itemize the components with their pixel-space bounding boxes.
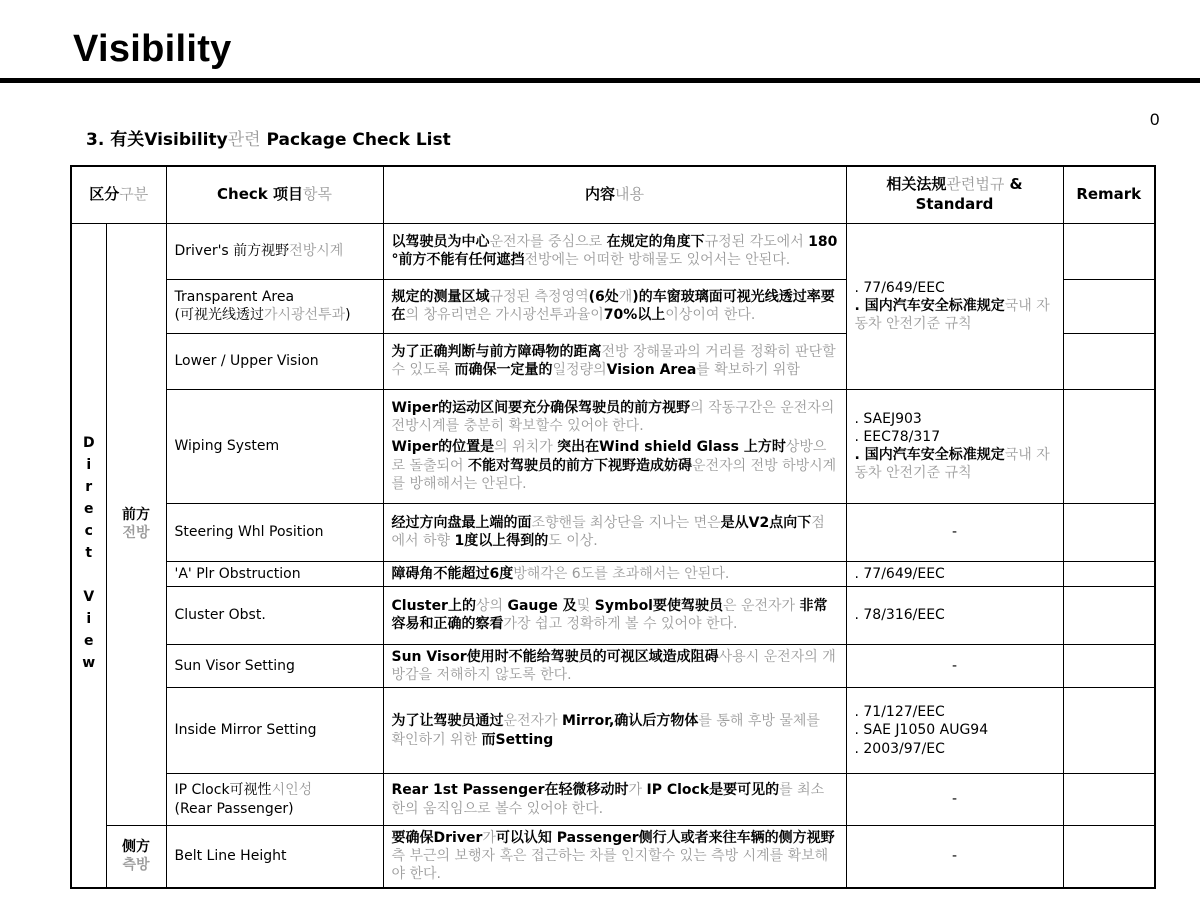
remark-cell <box>1063 586 1155 644</box>
subtitle-prefix: 3. 有关Visibility <box>86 130 228 150</box>
direct-view-letter: e <box>84 633 94 650</box>
content-korean-text: 전방 장해물과의 거리를 정확히 판단할 수 있도록 <box>391 343 836 378</box>
check-item: IP Clock可视性시인성 (Rear Passenger) <box>166 774 383 826</box>
content-chinese-text: 180 °前方不能有任何遮挡 <box>391 233 838 268</box>
content-chinese-text: Symbol要使驾驶员 <box>594 598 723 614</box>
content-chinese-text: 为了让驾驶员通过 <box>391 713 504 730</box>
content-korean-text: 운전자의 전방 하방시계를 방해해서는 안된다. <box>391 457 837 492</box>
check-item: Lower / Upper Vision <box>166 333 383 389</box>
check-item: Cluster Obst. <box>166 586 383 644</box>
content-chinese-text: 是从V2点向下 <box>720 514 812 531</box>
content-korean-text: 및 <box>576 598 595 614</box>
content-korean-text: 운전자를 중심으로 <box>489 233 607 250</box>
page-number: 0 <box>1150 110 1160 129</box>
direct-view-letter <box>80 566 98 588</box>
direct-view-letter: i <box>86 611 92 628</box>
content-korean-text: 점에서 하향 <box>391 514 825 549</box>
title-divider <box>0 78 1200 83</box>
direct-view-letter: c <box>84 523 93 540</box>
standard-cell: - <box>846 644 1063 687</box>
content-korean-text: 전방에는 어떠한 방해물도 있어서는 안된다. <box>524 252 791 268</box>
check-item: Belt Line Height <box>166 826 383 888</box>
content-chinese-text: 70%以上 <box>603 307 666 323</box>
content-chinese-text: 障碍角不能超过6度 <box>391 565 514 582</box>
content-chinese-text: 在规定的角度下 <box>606 233 705 250</box>
remark-cell <box>1063 389 1155 503</box>
content-cell <box>383 503 846 561</box>
direct-view-label <box>71 223 106 888</box>
check-item: Inside Mirror Setting <box>166 688 383 774</box>
subtitle-suffix: Package Check List <box>260 130 451 150</box>
header-content: 内容내용 <box>383 166 846 223</box>
content-cell <box>383 826 846 888</box>
subtitle-korean: 관련 <box>227 130 261 150</box>
content-korean-text: 이상이여 한다. <box>665 307 756 323</box>
table-row <box>71 644 1155 687</box>
content-chinese-text: Vision Area <box>606 362 697 378</box>
table-row <box>71 223 1155 279</box>
content-korean-text: 의 창유리면은 가시광선투과율이 <box>405 307 604 323</box>
check-item: Sun Visor Setting <box>166 644 383 687</box>
content-korean-text: 조향핸들 최상단을 지나는 면은 <box>531 514 721 531</box>
content-korean-text: 측 부근의 보행자 혹은 접근하는 차를 인지할수 있는 측방 시계를 확보해야 한다. <box>391 848 829 883</box>
section-subtitle <box>86 125 451 150</box>
content-chinese-text: 要确保Driver <box>391 830 483 847</box>
content-chinese-text: 规定的测量区域 <box>391 288 490 305</box>
content-cell <box>383 279 846 333</box>
content-cell <box>383 644 846 687</box>
remark-cell <box>1063 279 1155 333</box>
check-item: Driver's 前方视野전방시계 <box>166 223 383 279</box>
content-chinese-text: Rear 1st Passenger在轻微移动时 <box>391 782 629 799</box>
check-item: Transparent Area (可视光线透过가시광선투과) <box>166 279 383 333</box>
content-cell <box>383 586 846 644</box>
content-korean-text: 를 확보하기 위함 <box>696 362 800 378</box>
content-chinese-text: Wiper的运动区间要充分确保驾驶员的前方视野 <box>391 400 691 417</box>
content-cell <box>383 333 846 389</box>
standard-cell: - <box>846 826 1063 888</box>
content-korean-text: 의 위치가 <box>494 439 558 456</box>
table-row <box>71 774 1155 826</box>
direct-view-letter: D <box>82 435 95 452</box>
content-korean-text: 사용시 운전자의 개방감을 저해하지 않도록 한다. <box>391 648 836 683</box>
content-chinese-text: 以驾驶员为中心 <box>391 233 490 250</box>
content-korean-text: 를 통해 후방 물체를 확인하기 위한 <box>391 713 820 748</box>
table-header-row <box>71 166 1155 223</box>
content-cell <box>383 389 846 503</box>
table-row <box>71 688 1155 774</box>
direct-view-letter: w <box>82 655 96 672</box>
direct-view-letter: V <box>83 589 95 606</box>
content-chinese-text: )的车窗玻璃面可视光线透过率要在 <box>391 288 835 323</box>
content-korean-text: 방해각은 6도를 초과해서는 안된다. <box>513 565 730 582</box>
content-chinese-text: 非常容易和正确的察看 <box>391 598 828 633</box>
content-chinese-text: Sun Visor使用时不能给驾驶员的可视区域造成阻碍 <box>391 648 719 665</box>
content-chinese-text: 突出在Wind shield Glass 上方时 <box>557 439 786 456</box>
content-korean-text: 도 이상. <box>548 533 598 549</box>
content-cell <box>383 223 846 279</box>
remark-cell <box>1063 774 1155 826</box>
content-chinese-text: 1度以上得到的 <box>454 533 549 549</box>
header-check-item: Check 项目항목 <box>166 166 383 223</box>
content-korean-text: 운전자가 <box>503 713 563 730</box>
content-chinese-text: (6处 <box>588 288 619 305</box>
content-korean-text: 상방으로 돌출되어 <box>391 439 827 474</box>
remark-cell <box>1063 826 1155 888</box>
content-chinese-text: Wiper的位置是 <box>391 439 495 456</box>
table-row <box>71 389 1155 503</box>
content-chinese-text: IP Clock是要可见的 <box>646 782 780 799</box>
standard-cell: . 78/316/EEC <box>846 586 1063 644</box>
content-chinese-text: 而Setting <box>481 731 554 748</box>
header-standard: 相关法规관련법규 & Standard <box>846 166 1063 223</box>
content-korean-text: 가 <box>628 782 647 799</box>
content-chinese-text: 经过方向盘最上端的面 <box>391 514 532 531</box>
content-chinese-text: Mirror,确认后方物体 <box>562 713 699 730</box>
remark-cell <box>1063 333 1155 389</box>
header-remark: Remark <box>1063 166 1155 223</box>
check-list-table <box>70 165 1156 889</box>
content-korean-text: 상의 <box>475 598 508 614</box>
content-chinese-text: 可以认知 Passenger侧行人或者来往车辆的侧方视野 <box>495 830 835 847</box>
standard-cell: - <box>846 503 1063 561</box>
remark-cell <box>1063 223 1155 279</box>
category-front: 前方 전방 <box>106 223 166 826</box>
standard-cell: . SAEJ903 . EEC78/317 . 国内汽车安全标准规定국내 자동차 안전기준 규칙 <box>846 389 1063 503</box>
content-cell <box>383 688 846 774</box>
remark-cell <box>1063 503 1155 561</box>
category-side: 侧方 측방 <box>106 826 166 888</box>
content-korean-text: 가장 쉽고 정확하게 볼 수 있어야 한다. <box>503 616 738 633</box>
direct-view-letter: e <box>84 501 94 518</box>
content-korean-text: 은 운전자가 <box>723 598 800 614</box>
content-chinese-text: Gauge 及 <box>507 598 577 614</box>
content-chinese-text: 而确保一定量的 <box>454 362 553 378</box>
standard-cell: . 77/649/EEC . 国内汽车安全标准规定국내 자동차 안전기준 규칙 <box>846 223 1063 389</box>
content-korean-text: 의 작동구간은 운전자의 전방시계를 충분히 확보할수 있어야 한다. <box>391 400 835 435</box>
content-chinese-text: 为了正确判断与前方障碍物的距离 <box>391 343 602 360</box>
table-row <box>71 586 1155 644</box>
table-row <box>71 561 1155 586</box>
standard-cell: . 71/127/EEC . SAE J1050 AUG94 . 2003/97/EC <box>846 688 1063 774</box>
content-chinese-text: Cluster上的 <box>391 598 476 614</box>
content-korean-text: 규정된 각도에서 <box>704 233 809 250</box>
check-item: Wiping System <box>166 389 383 503</box>
content-korean-text: 개 <box>618 288 633 305</box>
content-korean-text: 를 최소한의 움직임으로 볼수 있어야 한다. <box>391 782 825 817</box>
remark-cell <box>1063 688 1155 774</box>
remark-cell <box>1063 561 1155 586</box>
check-item: Steering Whl Position <box>166 503 383 561</box>
table-row <box>71 503 1155 561</box>
header-category: 区分구분 <box>71 166 166 223</box>
content-korean-text: 일정량의 <box>552 362 607 378</box>
standard-cell: - <box>846 774 1063 826</box>
check-item: 'A' Plr Obstruction <box>166 561 383 586</box>
table-row <box>71 826 1155 888</box>
standard-cell: . 77/649/EEC <box>846 561 1063 586</box>
direct-view-letter: r <box>85 479 93 496</box>
content-korean-text: 규정된 측정영역 <box>489 288 589 305</box>
content-korean-text: 가 <box>482 830 496 847</box>
direct-view-letter: t <box>85 545 93 562</box>
content-chinese-text: 不能对驾驶员的前方下视野造成妨碍 <box>468 457 693 474</box>
remark-cell <box>1063 644 1155 687</box>
direct-view-letter: i <box>86 457 92 474</box>
page-title: Visibility <box>73 28 232 70</box>
content-cell <box>383 774 846 826</box>
content-cell <box>383 561 846 586</box>
